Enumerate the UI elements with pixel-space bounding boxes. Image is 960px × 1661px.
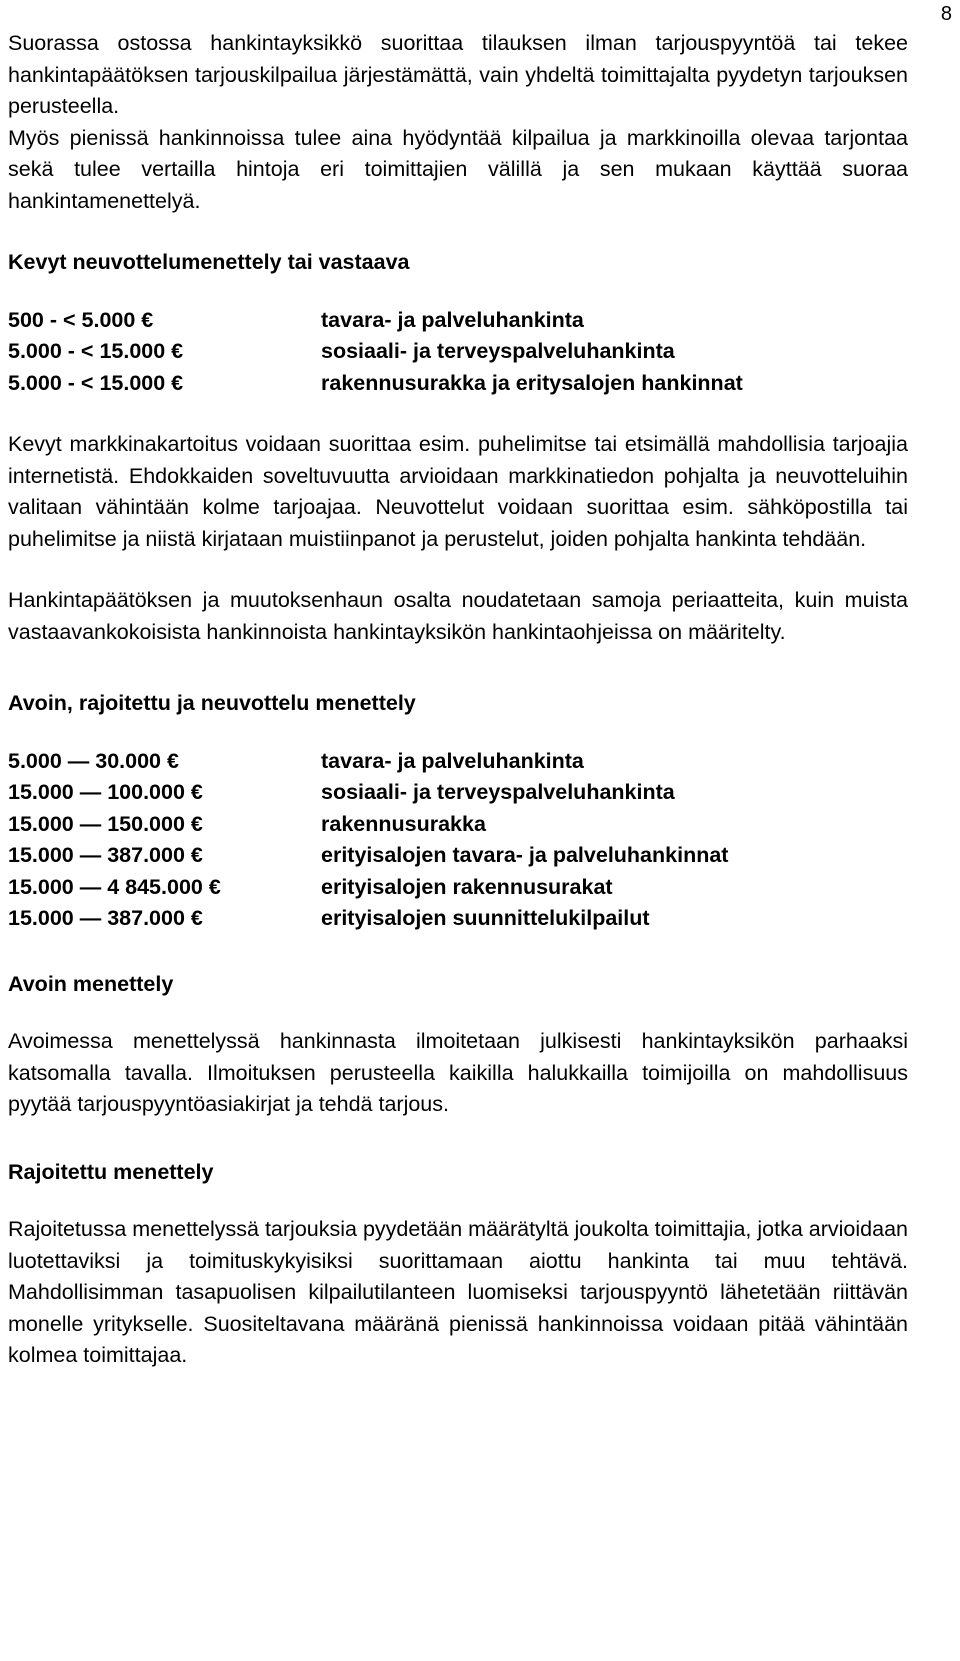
section-heading-open-procedure: Avoin menettely <box>8 971 174 996</box>
threshold-row <box>8 368 743 400</box>
intro-direct-purchase: Suorassa ostossa hankintayksikkö suorittaa tilauksen ilman tarjouspyyntöä tai tekee hankintapäätöksen tarjouskilpailua järjestämättä, vain yhdeltä toimittajalta pyydetyn tarjouksen perusteella. <box>8 31 908 118</box>
threshold-amount: 5.000 - < 15.000 € <box>8 370 184 395</box>
threshold-category: erityisalojen rakennusurakat <box>321 874 613 899</box>
threshold-amount: 5.000 — 30.000 € <box>8 748 179 773</box>
threshold-category: rakennusurakka ja eritysalojen hankinnat <box>321 370 743 395</box>
threshold-amount: 15.000 — 150.000 € <box>8 811 203 836</box>
open-procedure-paragraph: Avoimessa menettelyssä hankinnasta ilmoitetaan julkisesti hankintayksikön parhaaksi katsomalla tavalla. Ilmoituksen perusteella kaikilla halukkailla toimijoilla on mahdollisuus pyytää tarjouspyyntöasiakirjat ja tehdä tarjous. <box>8 1029 908 1116</box>
threshold-category: erityisalojen suunnittelukilpailut <box>321 906 650 930</box>
decision-paragraph: Hankintapäätöksen ja muutoksenhaun osalta noudatetaan samoja periaatteita, kuin muista vastaavankokoisista hankinnoista hankintayksikön hankintaohjeissa on määritelty. <box>8 588 908 644</box>
section-heading-light-negotiation: Kevyt neuvottelumenettely tai vastaava <box>8 250 410 274</box>
section-heading-open-restricted-negotiated: Avoin, rajoitettu ja neuvottelu menettely <box>8 691 416 715</box>
threshold-category: erityisalojen tavara- ja palveluhankinnat <box>321 843 729 867</box>
threshold-row <box>8 305 743 337</box>
page-number: 8 <box>940 3 952 25</box>
threshold-row <box>8 777 728 809</box>
threshold-row <box>8 872 728 904</box>
restricted-procedure-paragraph: Rajoitetussa menettelyssä tarjouksia pyydetään määrätyltä joukolta toimittajia, jotka arvioidaan luotettaviksi ja toimituskykyisiksi suorittamaan aiottu hankinta tai muu tehtävä. Mahdollisimman tasapuolisen kilpailutilanteen luomiseksi tarjouspyyntö lähetetään riittävän monelle yritykselle. Suositeltavana määränä pienissä hankinnoissa voidaan pitää vähintään kolmea toimittajaa. <box>8 1217 908 1367</box>
threshold-row <box>8 840 728 872</box>
threshold-amount: 500 - < 5.000 € <box>8 307 154 332</box>
threshold-amount: 5.000 - < 15.000 € <box>8 339 184 363</box>
document-body <box>8 28 908 1372</box>
threshold-amount: 15.000 — 387.000 € <box>8 843 203 867</box>
threshold-row <box>8 809 728 841</box>
intro-small-procurements: Myös pienissä hankinnoissa tulee aina hyödyntää kilpailua ja markkinoilla olevaa tarjontaa sekä tulee vertailla hintoja eri toimittajien välillä ja sen mukaan käyttää suoraa hankintamenettelyä. <box>8 125 908 213</box>
threshold-category: rakennusurakka <box>321 811 486 836</box>
threshold-row <box>8 903 728 935</box>
light-negotiation-thresholds <box>8 305 743 400</box>
eu-thresholds-table <box>8 746 728 935</box>
threshold-row <box>8 746 728 778</box>
threshold-category: tavara- ja palveluhankinta <box>321 307 584 332</box>
threshold-row <box>8 336 743 368</box>
threshold-category: sosiaali- ja terveyspalveluhankinta <box>321 339 675 363</box>
threshold-category: tavara- ja palveluhankinta <box>321 748 584 773</box>
threshold-amount: 15.000 — 100.000 € <box>8 780 203 804</box>
market-research-paragraph: Kevyt markkinakartoitus voidaan suorittaa esim. puhelimitse tai etsimällä mahdollisia tarjoajia internetistä. Ehdokkaiden soveltuvuutta arvioidaan markkinatiedon pohjalta ja neuvotteluihin valitaan vähintään kolme tarjoajaa. Neuvottelut voidaan suorittaa esim. sähköpostilla tai puhelimitse ja niistä kirjataan muistiinpanot ja perustelut, joiden pohjalta hankinta tehdään. <box>8 432 908 551</box>
threshold-category: sosiaali- ja terveyspalveluhankinta <box>321 780 675 804</box>
threshold-amount: 15.000 — 387.000 € <box>8 906 203 930</box>
threshold-amount: 15.000 — 4 845.000 € <box>8 874 221 899</box>
section-heading-restricted-procedure: Rajoitettu menettely <box>8 1159 214 1184</box>
